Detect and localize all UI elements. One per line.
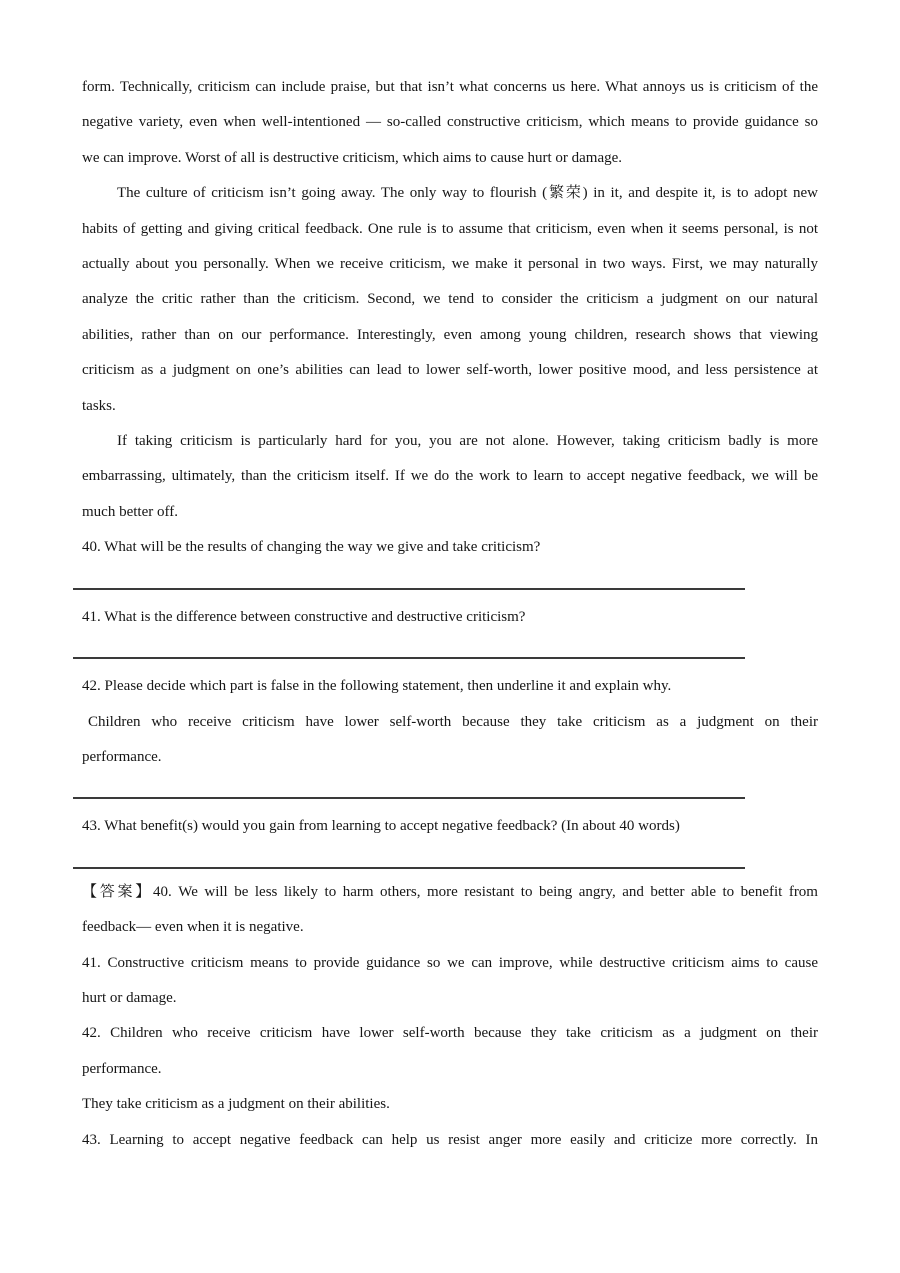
answer-blank-41	[73, 657, 745, 659]
text-content: tasks.	[82, 397, 116, 414]
text-content: 40. What will be the results of changing the way we give and take criticism?	[82, 539, 541, 556]
answer-42	[82, 1052, 818, 1087]
text-content: negative variety, even when well-intentioned — so-called constructive criticism, which means to provide guidance so	[82, 114, 818, 131]
passage-line	[82, 70, 818, 105]
text-content: 41. What is the difference between constructive and destructive criticism?	[82, 608, 526, 625]
passage-line	[82, 495, 818, 530]
passage-line	[82, 353, 818, 388]
text-content: 42. Children who receive criticism have lower self-worth because they take criticism as a judgment on their	[82, 1025, 818, 1042]
text-content: habits of getting and giving critical feedback. One rule is to assume that criticism, even when it seems personal, is not	[82, 220, 818, 237]
text-content: analyze the critic rather than the criticism. Second, we tend to consider the criticism a judgment on our natural	[82, 291, 818, 308]
text-content: abilities, rather than on our performance. Interestingly, even among young children, research shows that viewing	[82, 326, 818, 343]
text-content: The culture of criticism isn’t going away. The only way to flourish (繁荣) in it, and despite it, is to adopt new	[117, 185, 818, 202]
answer-42-note	[82, 1087, 818, 1122]
question-43	[82, 809, 818, 844]
text-content: embarrassing, ultimately, than the criticism itself. If we do the work to learn to accept negative feedback, we will be	[82, 468, 818, 485]
answer-blank-40	[73, 588, 745, 590]
text-content: actually about you personally. When we receive criticism, we make it personal in two ways. First, we may naturally	[82, 256, 818, 273]
answer-41	[82, 981, 818, 1016]
answer-41	[82, 946, 818, 981]
passage-line	[82, 176, 818, 211]
text-content: criticism as a judgment on one’s abilities can lead to lower self-worth, lower positive mood, and less persistence at	[82, 362, 818, 379]
text-content: performance.	[82, 748, 162, 765]
answer-40	[82, 875, 818, 910]
passage-line	[82, 424, 818, 459]
passage-line	[82, 212, 818, 247]
passage-line	[82, 247, 818, 282]
question-41	[82, 600, 818, 635]
text-content: 41. Constructive criticism means to provide guidance so we can improve, while destructive criticism aims to cause	[82, 954, 818, 971]
text-content: 43. Learning to accept negative feedback can help us resist anger more easily and criticize more correctly. In	[82, 1131, 818, 1148]
document-body	[82, 70, 818, 1158]
question-42	[82, 669, 818, 704]
answer-blank-42	[73, 797, 745, 799]
answer-42	[82, 1016, 818, 1051]
passage-line	[82, 141, 818, 176]
answer-40	[82, 910, 818, 945]
passage-line	[82, 459, 818, 494]
answer-blank-43	[73, 867, 745, 869]
text-content: feedback— even when it is negative.	[82, 919, 304, 936]
passage-line	[82, 389, 818, 424]
question-42-statement	[82, 705, 818, 740]
text-content: 43. What benefit(s) would you gain from learning to accept negative feedback? (In about 40 words)	[82, 818, 680, 835]
text-content: much better off.	[82, 503, 178, 520]
text-content: If taking criticism is particularly hard for you, you are not alone. However, taking criticism badly is more	[117, 433, 818, 450]
text-content: form. Technically, criticism can include praise, but that isn’t what concerns us here. What annoys us is criticism of the	[82, 79, 818, 95]
text-content: we can improve. Worst of all is destructive criticism, which aims to cause hurt or damage.	[82, 149, 623, 166]
answer-43	[82, 1123, 818, 1158]
question-42-statement	[82, 740, 818, 775]
question-40	[82, 530, 818, 565]
text-content: hurt or damage.	[82, 989, 177, 1006]
text-content: Children who receive criticism have lower self-worth because they take criticism as a judgment on their	[88, 713, 818, 730]
passage-line	[82, 318, 818, 353]
text-content: 42. Please decide which part is false in the following statement, then underline it and explain why.	[82, 678, 672, 695]
answer-key-label: 【答案】	[82, 883, 154, 900]
text-content: performance.	[82, 1060, 162, 1077]
text-content: 40. We will be less likely to harm others, more resistant to being angry, and better able to benefit from	[153, 883, 818, 900]
text-content: They take criticism as a judgment on their abilities.	[82, 1096, 390, 1113]
passage-line	[82, 282, 818, 317]
passage-line	[82, 105, 818, 140]
